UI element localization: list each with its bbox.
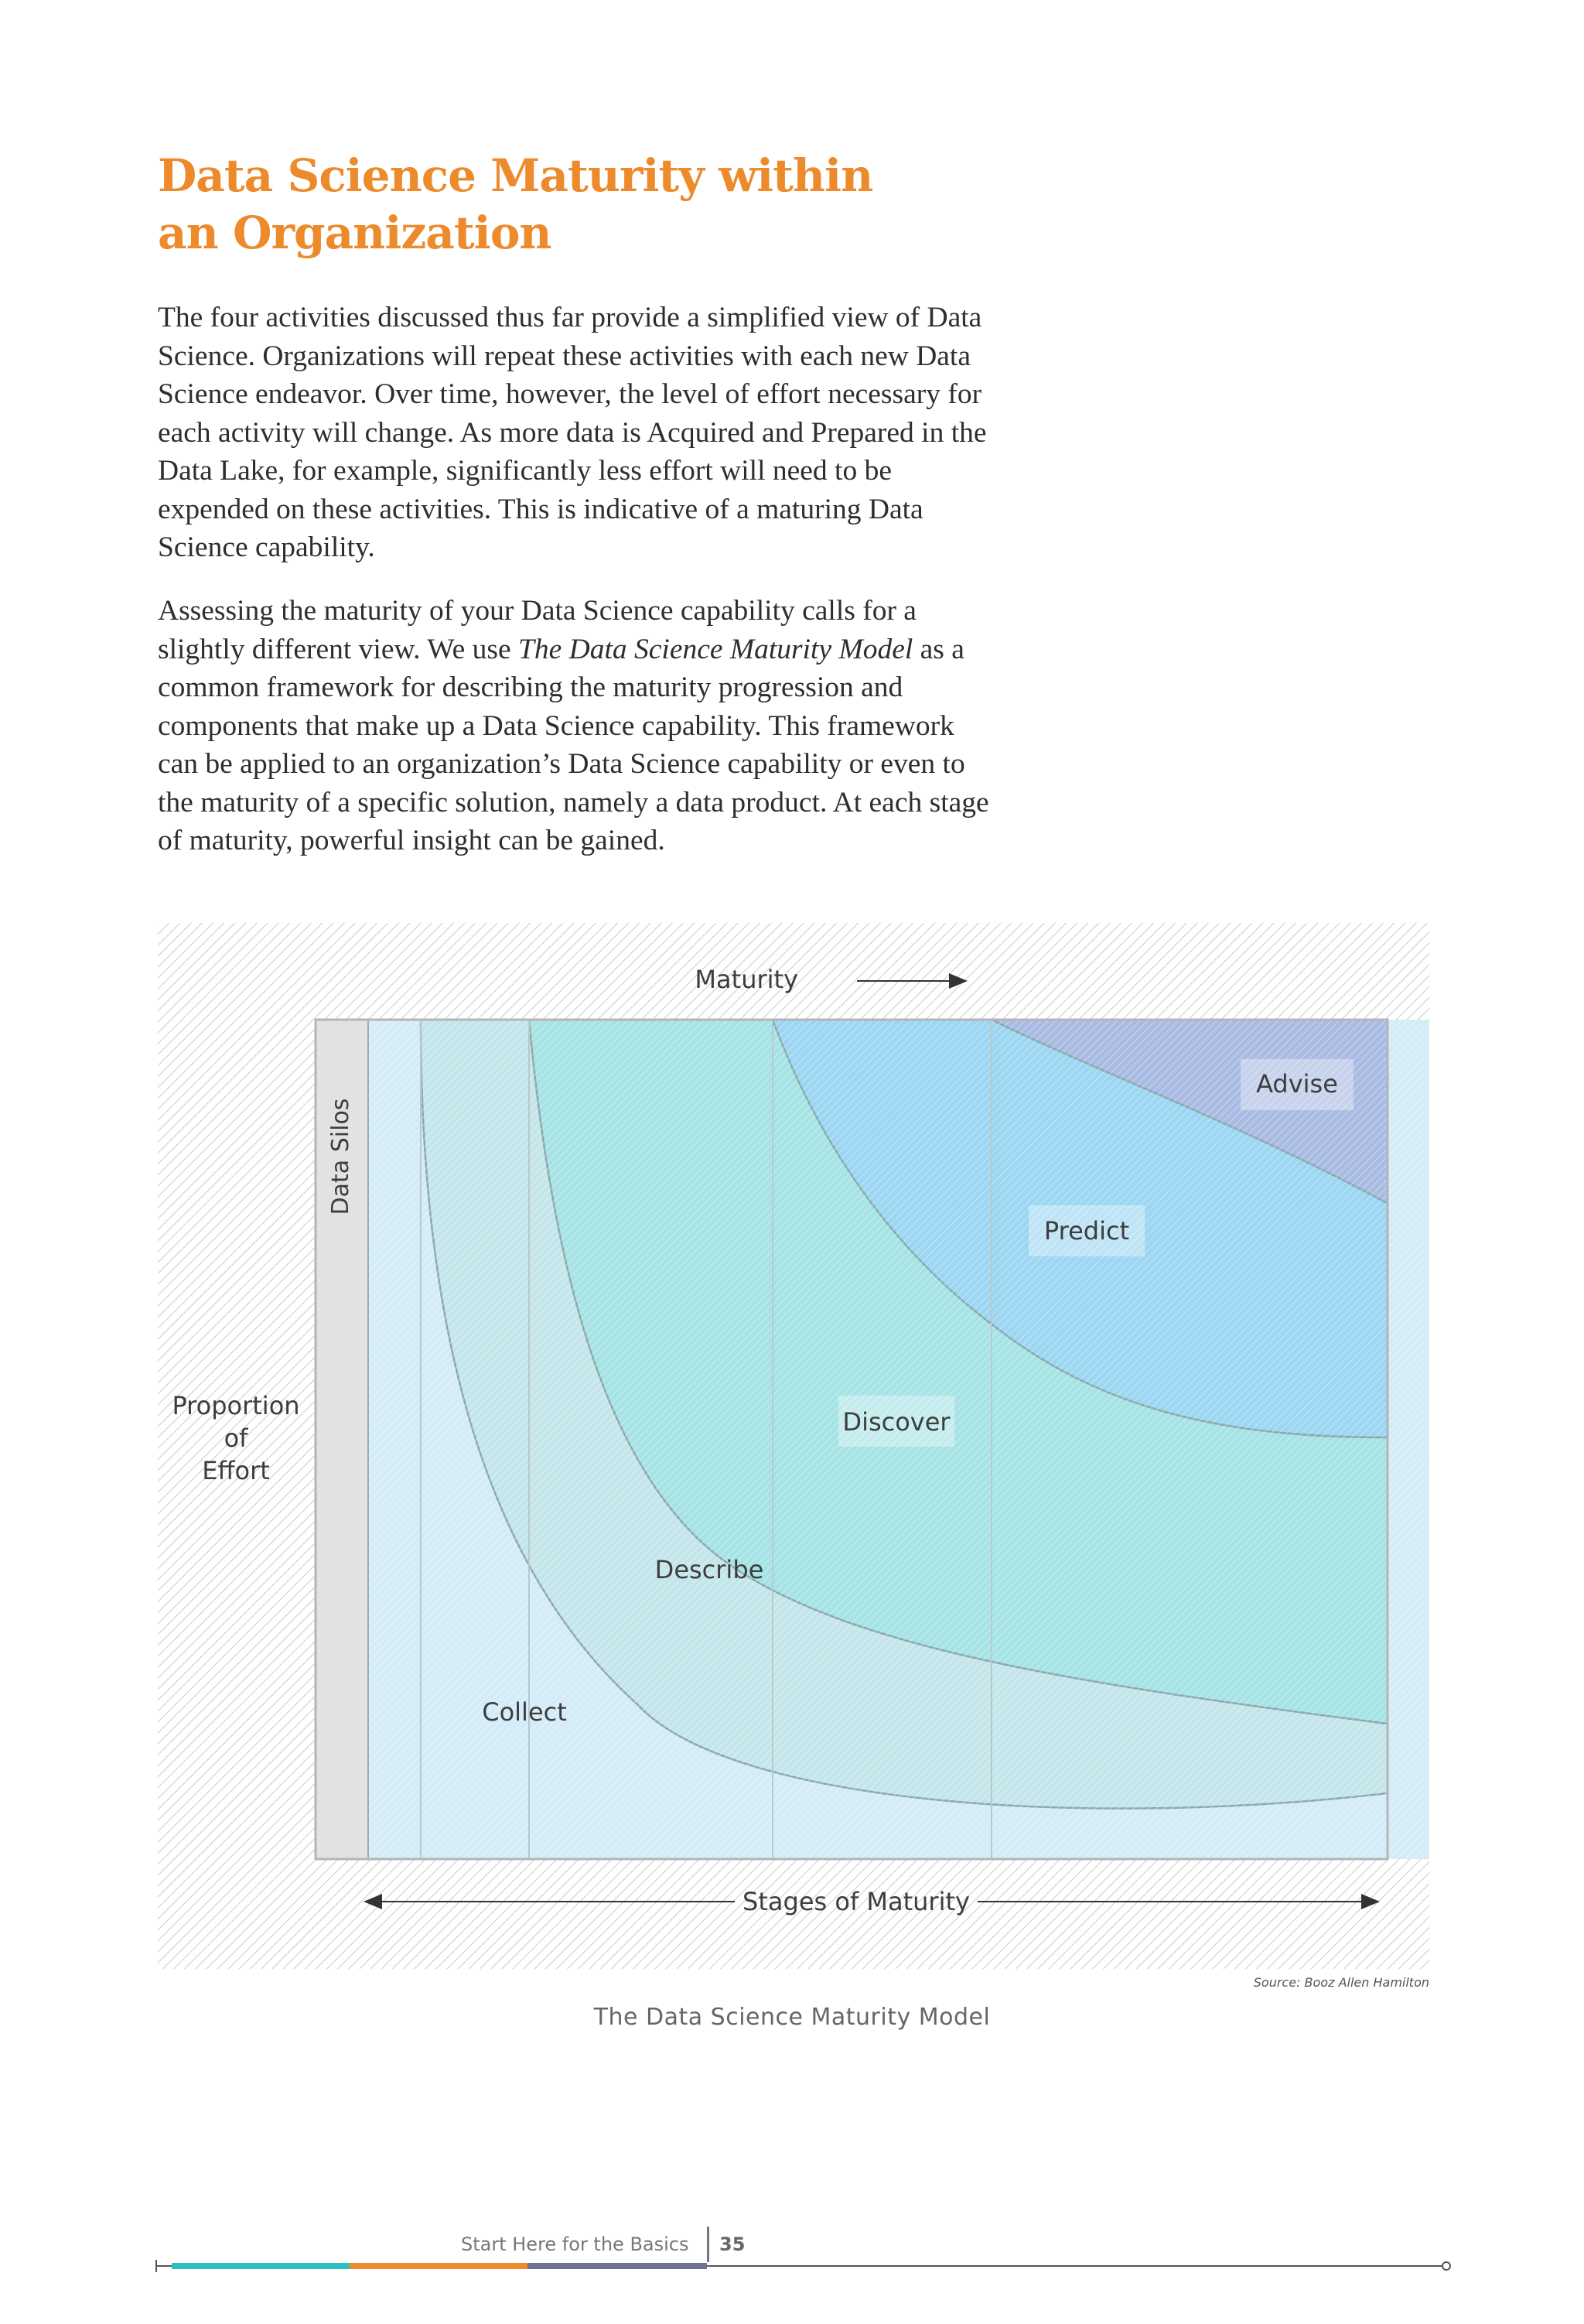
footer-section-title: Start Here for the Basics [461, 2233, 689, 2255]
paragraph-2-text-b: as a common framework for describing the maturity progression and components that make up a Data Science capability. This framework can be applied to an organization’s Data Science capability or even to the maturity of a specific solution, namely a data product. At each stage of maturity, powerful insight can be gained. [158, 633, 989, 856]
page-title-line-2: an Organization [158, 207, 551, 259]
figure-caption: The Data Science Maturity Model [593, 2004, 991, 2031]
paragraph-2-text-a: Assessing the maturity of your Data Science capability calls for a slightly different view. We use [158, 595, 917, 665]
footer-color-segment-2 [350, 2263, 527, 2269]
y-label-line-2: of [224, 1423, 248, 1453]
footer-color-segment-3 [527, 2263, 707, 2269]
maturity-model-diagram [158, 923, 1429, 1969]
collect-label: Collect [482, 1697, 567, 1727]
x-axis-label: Stages of Maturity [742, 1887, 970, 1916]
footer-color-segment-1 [172, 2263, 350, 2269]
body-paragraph-2 [158, 592, 1001, 860]
y-label-line-3: Effort [202, 1456, 270, 1485]
footer-rule [155, 2254, 1454, 2278]
maturity-model-figure [158, 923, 1429, 1969]
discover-label: Discover [842, 1407, 951, 1437]
body-paragraph-1: The four activities discussed thus far provide a simplified view of Data Science. Organizations will repeat these activities with each new Data Science endeavor. Over time, however, the level of effort necessary for each activity will change. As more data is Acquired and Prepared in the Data Lake, for example, significantly less effort will need to be expended on these activities. This is indicative of a maturing Data Science capability. [158, 302, 987, 563]
page-number: 35 [719, 2233, 746, 2255]
predict-label: Predict [1043, 1216, 1130, 1246]
describe-label: Describe [654, 1555, 764, 1584]
data-silos-label: Data Silos [327, 1098, 354, 1215]
maturity-label: Maturity [695, 965, 798, 994]
y-label-line-1: Proportion [172, 1391, 300, 1420]
page-title [158, 147, 1009, 261]
advise-label: Advise [1256, 1069, 1338, 1099]
page-title-line-1: Data Science Maturity within [158, 149, 873, 202]
model-name-italic: The Data Science Maturity Model [518, 633, 913, 665]
figure-source: Source: Booz Allen Hamilton [1253, 1975, 1429, 1990]
